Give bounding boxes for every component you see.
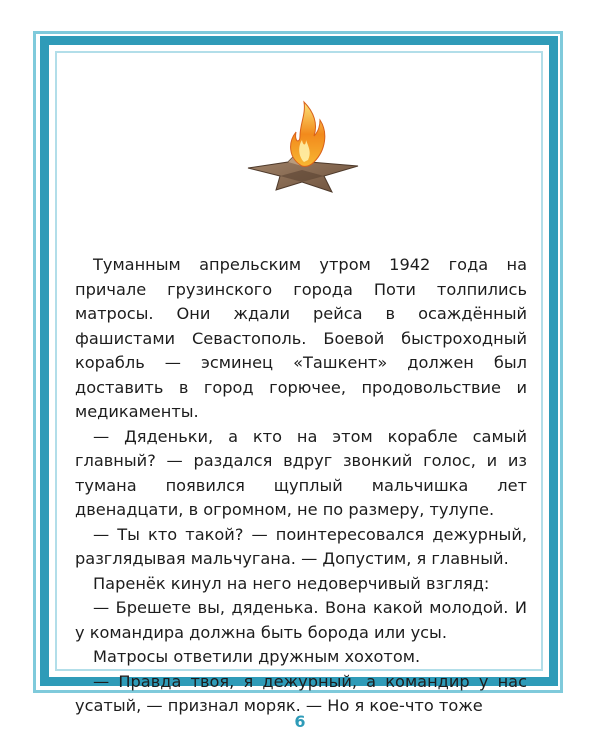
eternal-flame-star-icon (240, 96, 370, 196)
story-text (75, 253, 527, 719)
paragraph: — Правда твоя, я дежурный, а командир у нас усатый, — признал моряк. — Но я кое-что тоже (75, 671, 527, 715)
paragraph: Матросы ответили дружным хохотом. (93, 647, 421, 666)
paragraph: — Ты кто такой? — поинтересовался дежурный, разглядывая мальчугана. — Допустим, я главный. (75, 524, 527, 568)
paragraph: — Дяденьки, а кто на этом корабле самый главный? — раздался вдруг звонкий голос, и из тумана появился щуплый мальчишка лет двенадцати, в огромном, не по размеру, тулупе. (75, 426, 527, 519)
paragraph: Туманным апрельским утром 1942 года на причале грузинского города Поти толпились матросы. Они ждали рейса в осаждённый фашистами Севастополь. Боевой быстроходный корабль — эсминец «Ташкент» должен был доставить в город горючее, продовольствие и медикаменты. (75, 255, 527, 421)
page-number: 6 (294, 712, 306, 731)
paragraph: — Брешете вы, дяденька. Вона какой молодой. И у командира должна быть борода или усы. (75, 598, 527, 642)
paragraph: Паренёк кинул на него недоверчивый взгляд: (93, 573, 490, 593)
